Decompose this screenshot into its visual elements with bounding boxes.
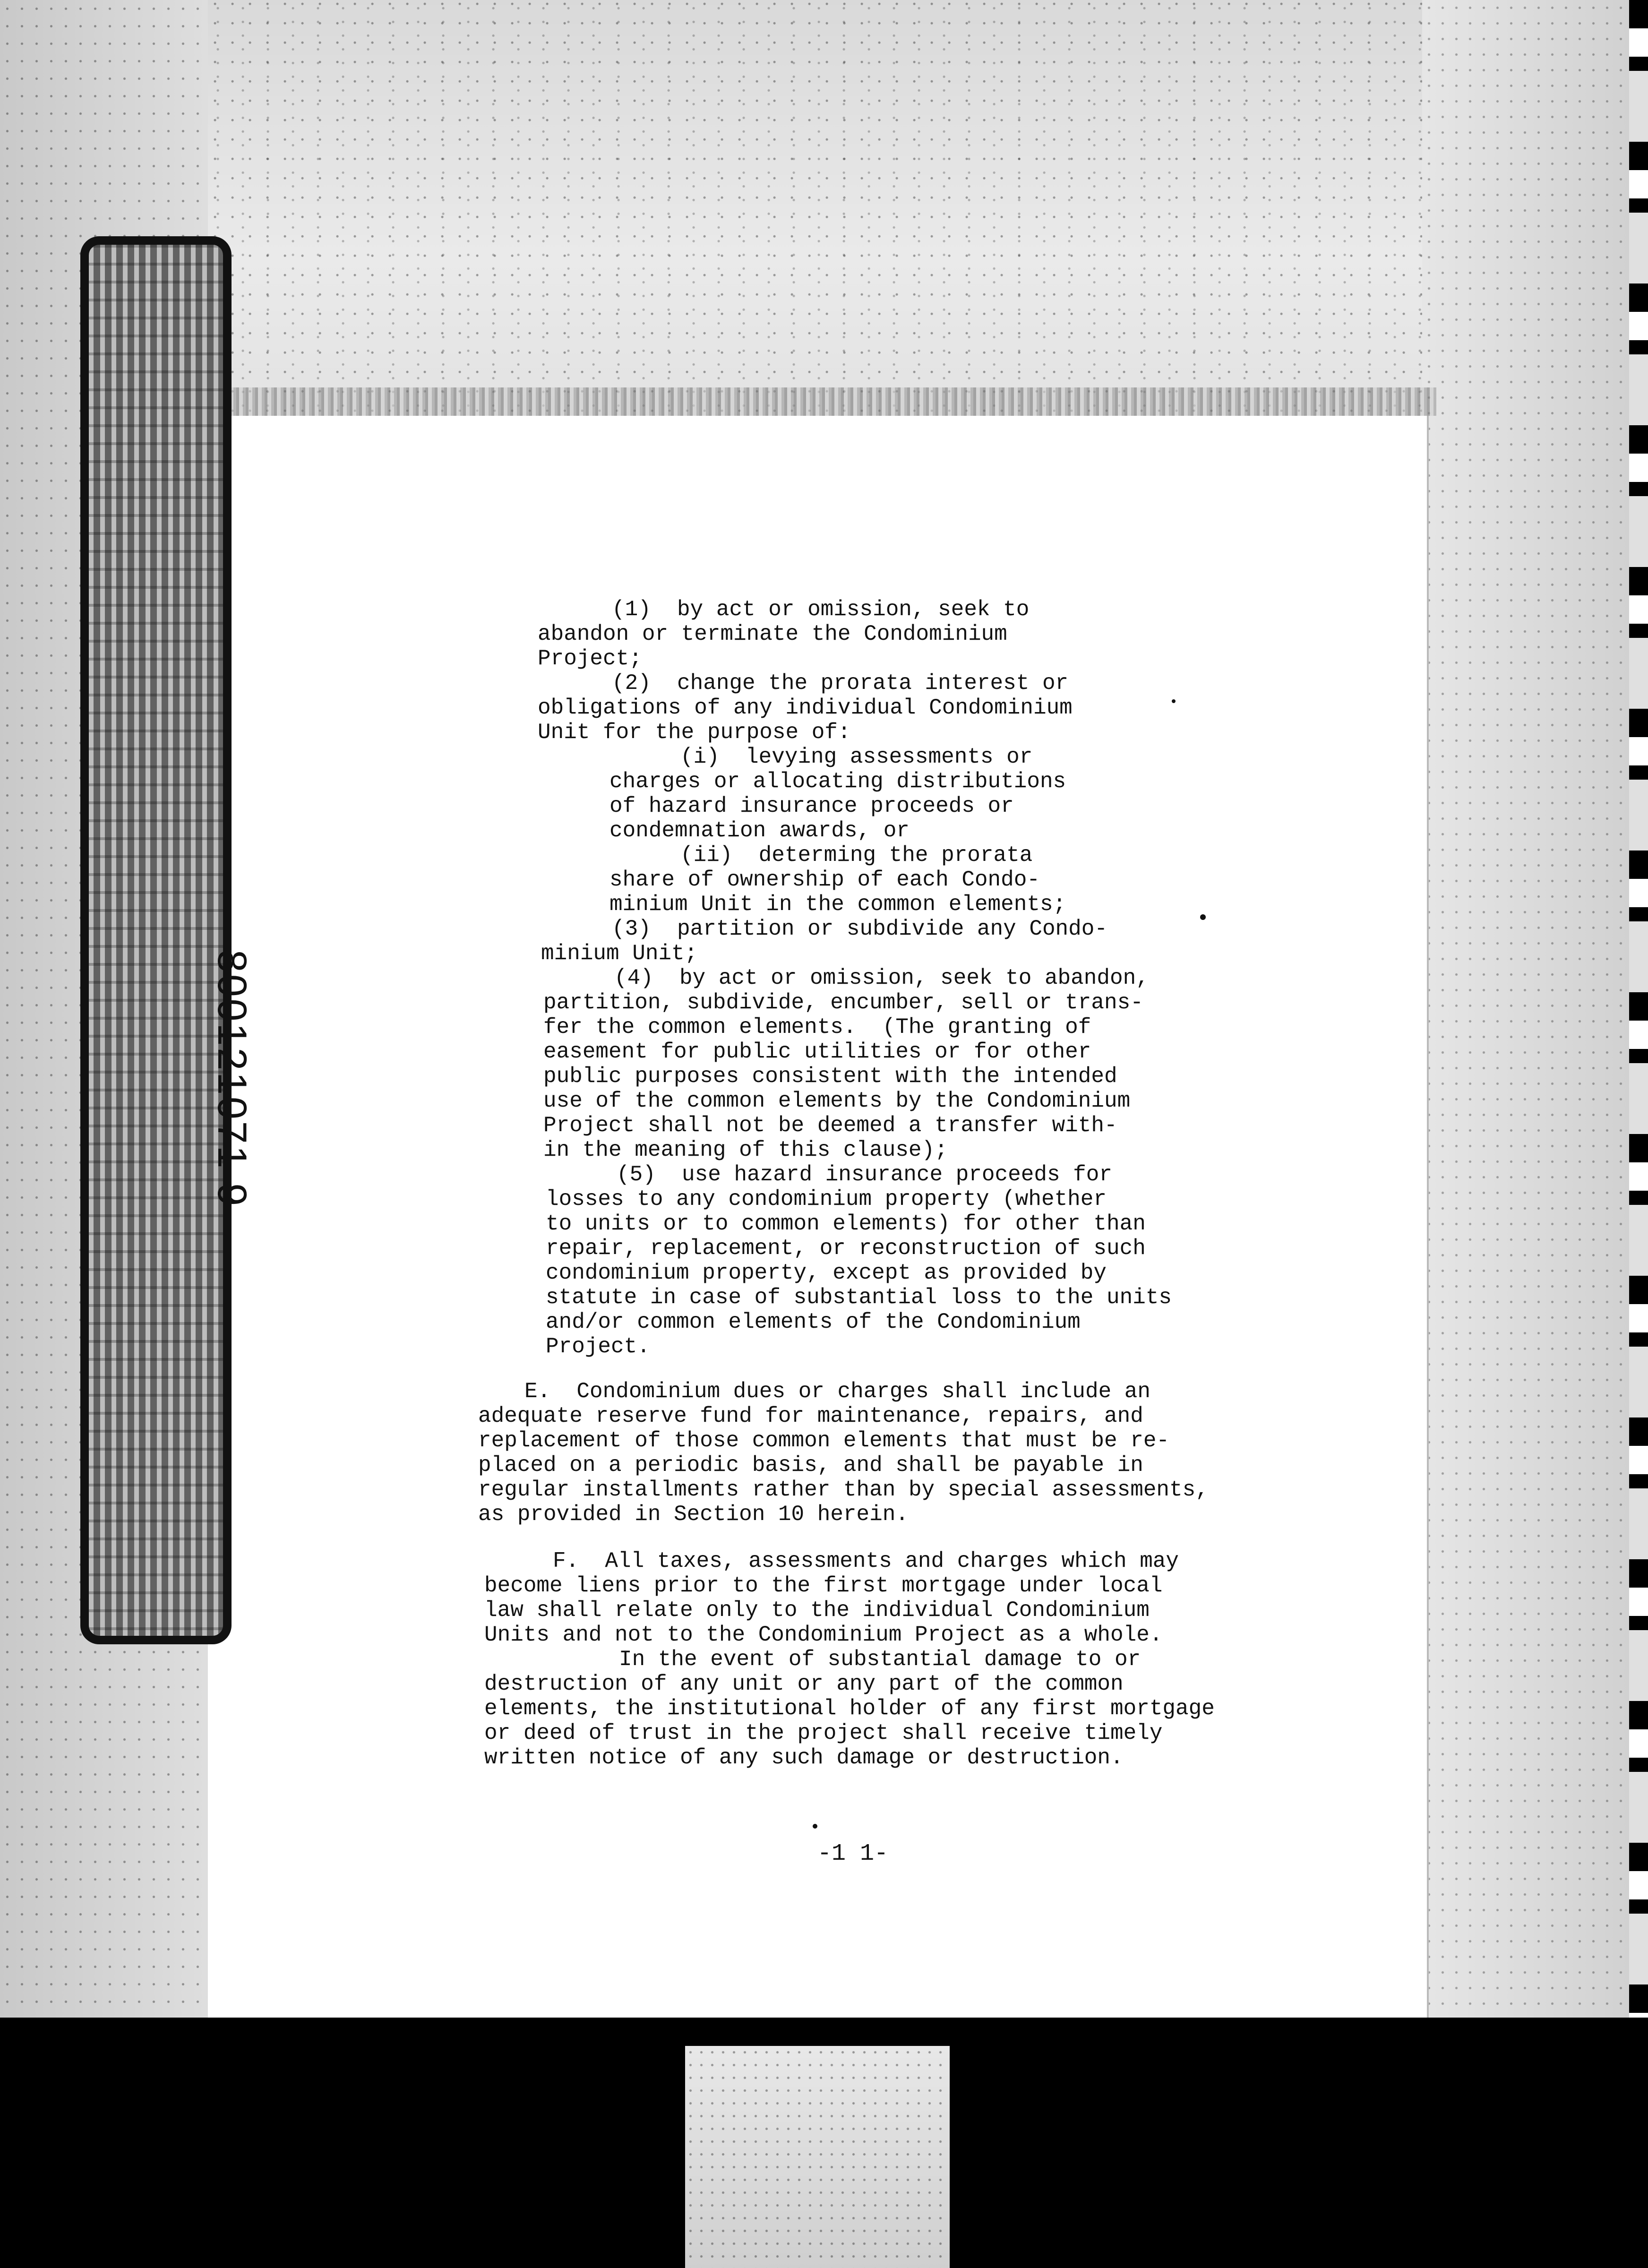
text-line: partition, subdivide, encumber, sell or trans- xyxy=(543,990,1143,1015)
text-line: obligations of any individual Condominium xyxy=(538,696,1073,720)
text-line: regular installments rather than by special assessments, xyxy=(478,1478,1209,1502)
text-line: in the meaning of this clause); xyxy=(543,1138,948,1162)
text-line: statute in case of substantial loss to the units xyxy=(546,1285,1172,1310)
text-line: of hazard insurance proceeds or xyxy=(609,794,1014,818)
text-line: repair, replacement, or reconstruction of such xyxy=(546,1236,1146,1261)
text-line: F. All taxes, assessments and charges which may xyxy=(553,1549,1179,1573)
text-line: (i) levying assessments or xyxy=(680,745,1033,769)
text-line: (ii) determing the prorata xyxy=(680,843,1033,868)
text-line: abandon or terminate the Condominium xyxy=(538,622,1007,646)
text-line: charges or allocating distributions xyxy=(609,769,1066,794)
text-line: replacement of those common elements that must be re- xyxy=(478,1428,1170,1453)
text-line: E. Condominium dues or charges shall include an xyxy=(524,1379,1151,1404)
text-line: Unit for the purpose of: xyxy=(538,720,851,745)
scan-speck xyxy=(1172,699,1176,703)
text-line: written notice of any such damage or destruction. xyxy=(484,1745,1124,1770)
text-line: Project. xyxy=(546,1334,650,1359)
text-line: (1) by act or omission, seek to xyxy=(612,597,1030,622)
text-line: and/or common elements of the Condominium xyxy=(546,1310,1081,1334)
text-line: become liens prior to the first mortgage under local xyxy=(484,1573,1163,1598)
text-line: condemnation awards, or xyxy=(609,818,910,843)
text-line: minium Unit; xyxy=(541,941,698,966)
text-line: condominium property, except as provided by xyxy=(546,1261,1107,1285)
text-line: destruction of any unit or any part of the common xyxy=(484,1672,1124,1696)
text-line: (5) use hazard insurance proceeds for xyxy=(617,1162,1112,1187)
page-number: -1 1- xyxy=(817,1840,889,1867)
text-line: (4) by act or omission, seek to abandon, xyxy=(614,966,1149,990)
text-line: use of the common elements by the Condominium xyxy=(543,1089,1131,1113)
text-line: elements, the institutional holder of any first mortgage xyxy=(484,1696,1215,1721)
text-line: to units or to common elements) for other than xyxy=(546,1211,1146,1236)
scan-speck xyxy=(813,1824,817,1829)
text-line: Project shall not be deemed a transfer with- xyxy=(543,1113,1117,1138)
text-line: Project; xyxy=(538,646,642,671)
text-line: or deed of trust in the project shall receive timely xyxy=(484,1721,1163,1745)
text-line: In the event of substantial damage to or xyxy=(619,1647,1141,1672)
text-line: placed on a periodic basis, and shall be payable in xyxy=(478,1453,1143,1478)
text-line: minium Unit in the common elements; xyxy=(609,892,1066,917)
text-line: (3) partition or subdivide any Condo- xyxy=(612,917,1107,941)
scan-speck xyxy=(1200,914,1206,920)
text-line: share of ownership of each Condo- xyxy=(609,868,1040,892)
text-line: as provided in Section 10 herein. xyxy=(478,1502,909,1527)
text-line: losses to any condominium property (whether xyxy=(546,1187,1107,1211)
text-line: fer the common elements. (The granting of xyxy=(543,1015,1091,1040)
text-line: Units and not to the Condominium Project as a whole. xyxy=(484,1623,1163,1647)
text-line: law shall relate only to the individual Condominium xyxy=(484,1598,1150,1623)
document-number-stamp: 800121071 9 xyxy=(209,950,255,1208)
text-line: (2) change the prorata interest or xyxy=(612,671,1069,696)
text-line: easement for public utilities or for other xyxy=(543,1040,1091,1064)
text-line: public purposes consistent with the intended xyxy=(543,1064,1117,1089)
text-line: adequate reserve fund for maintenance, repairs, and xyxy=(478,1404,1143,1428)
